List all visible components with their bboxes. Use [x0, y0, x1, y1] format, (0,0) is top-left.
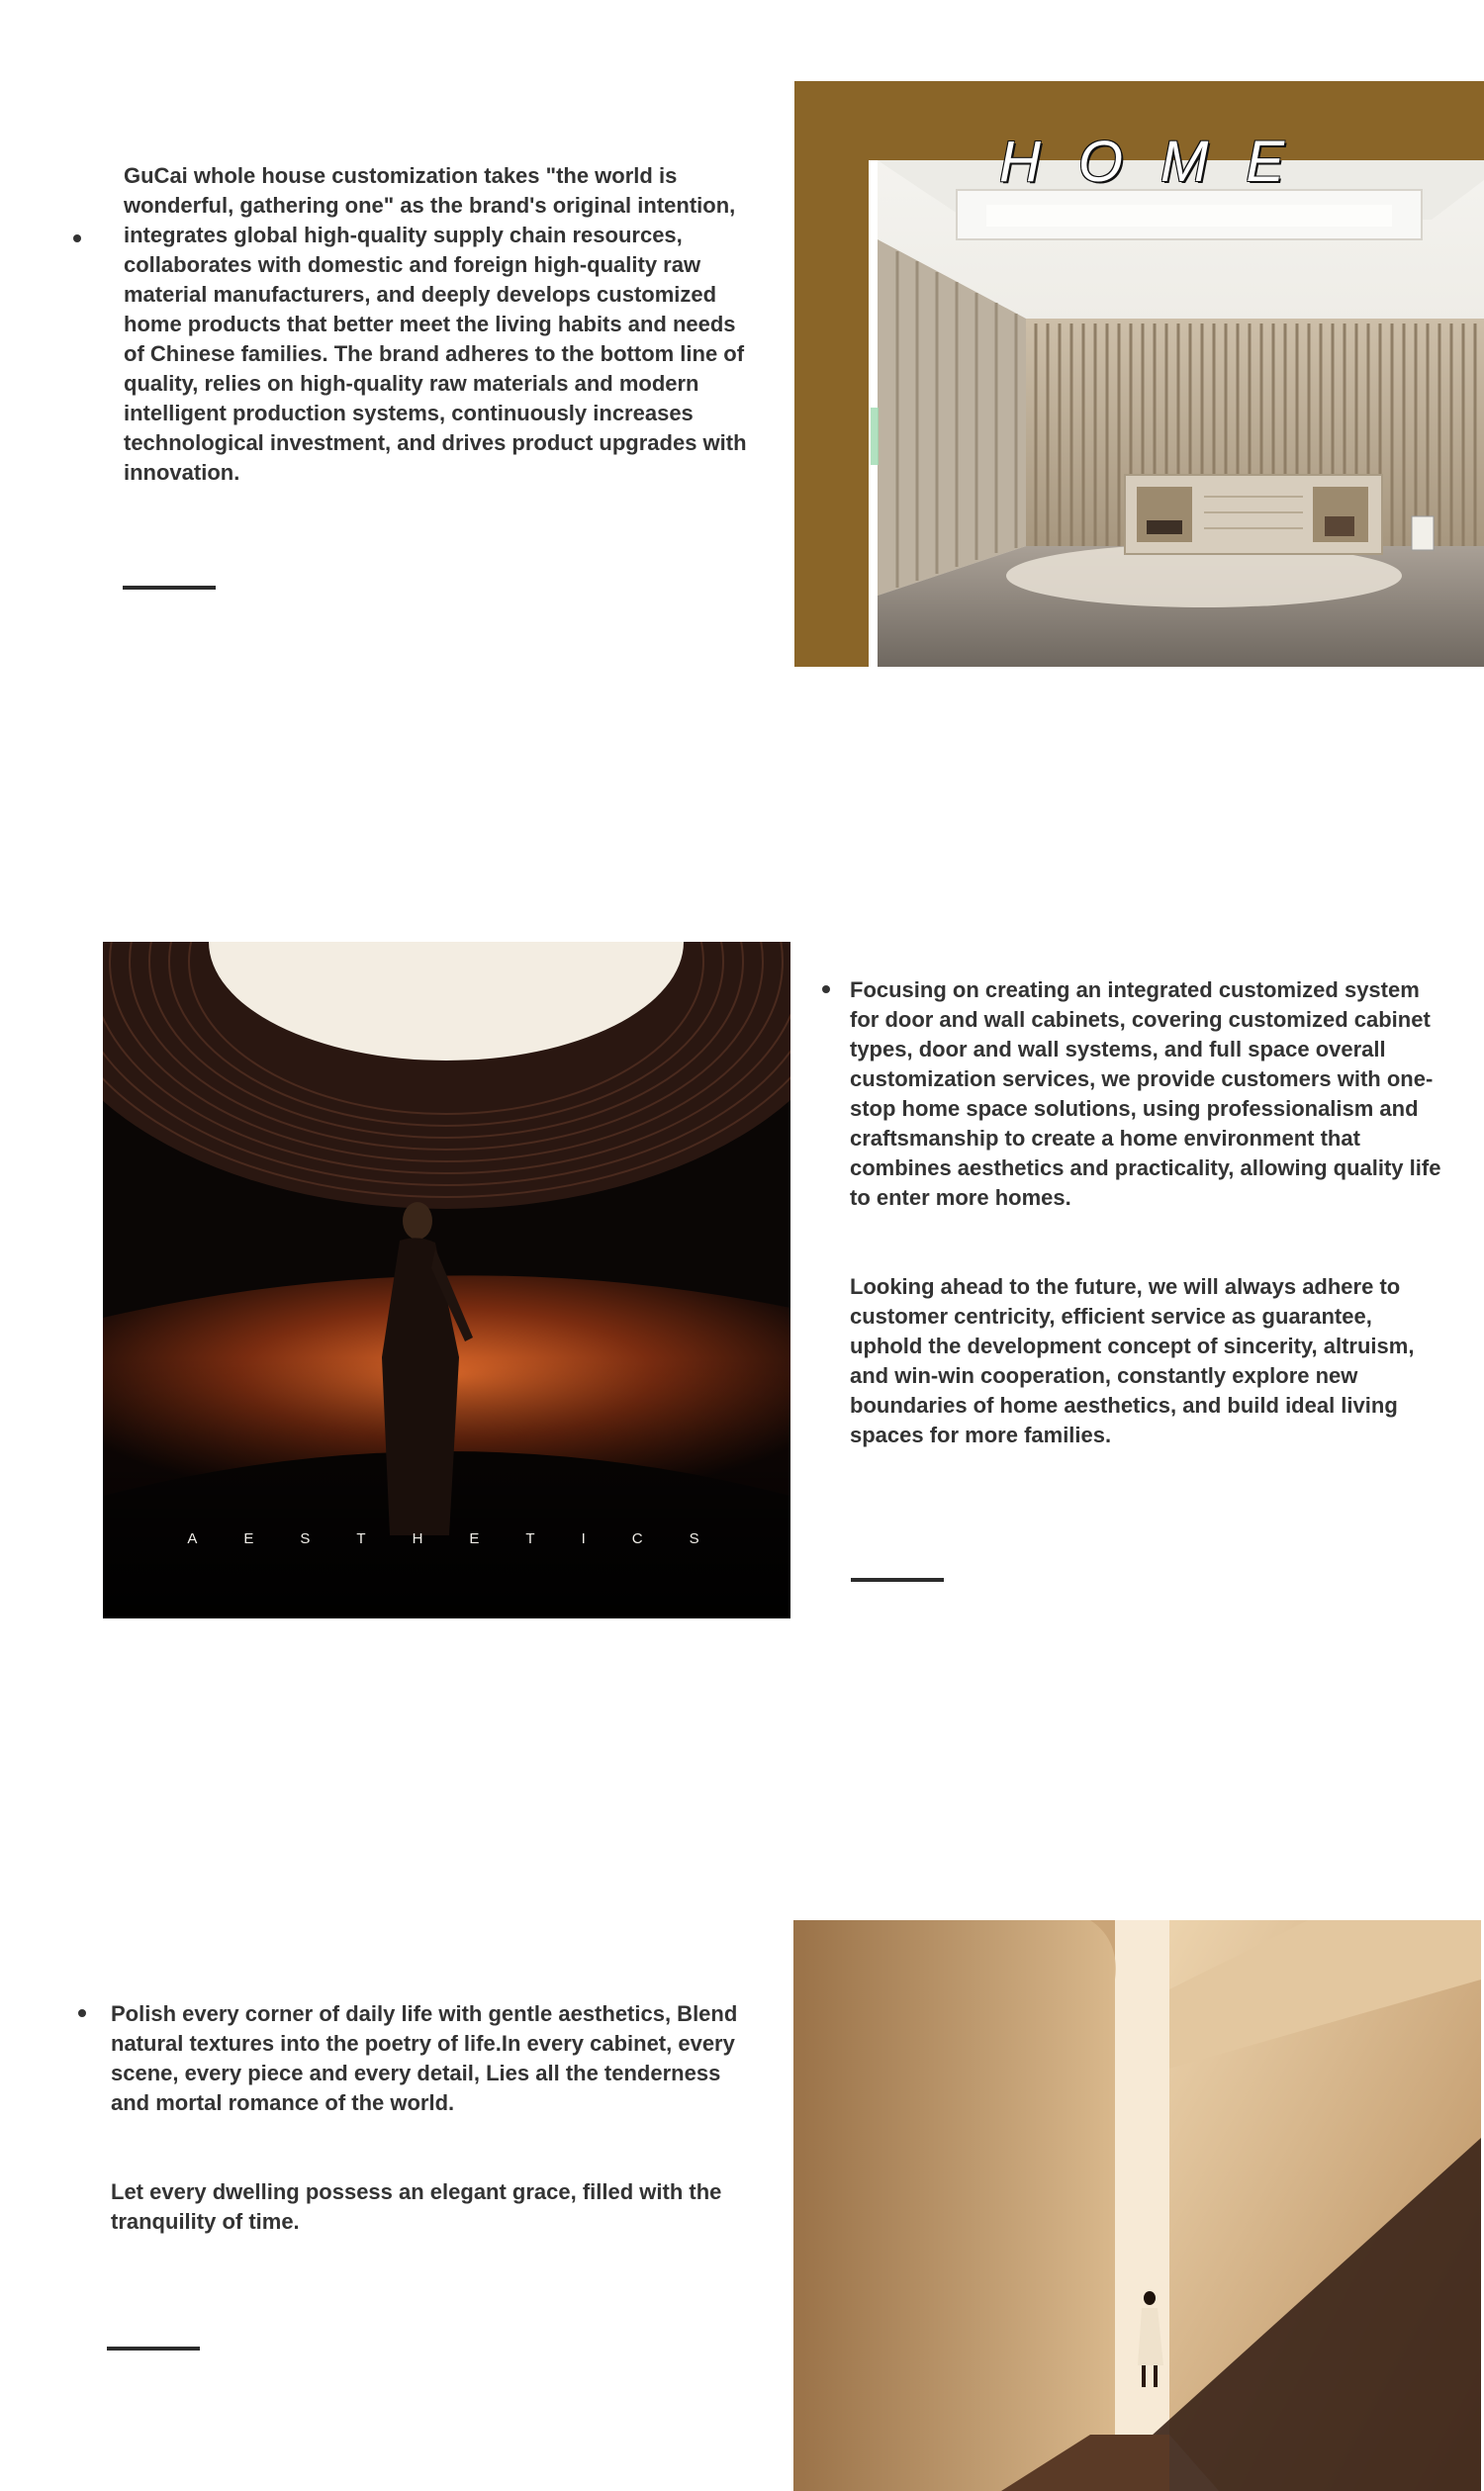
light-corridor-illustration [793, 1920, 1481, 2491]
section-3-paragraph-1: Polish every corner of daily life with gentle aesthetics, Blend natural textures into the poetry of life.In every cabinet, every scene, every piece and every detail, Lies all the tenderness and mortal romance of the world. [111, 2001, 738, 2115]
frame-accent-mark [871, 408, 879, 465]
wardrobe-room-photo [878, 160, 1484, 667]
aesthetics-illustration [103, 942, 790, 1618]
bullet [822, 985, 830, 993]
light-corridor-photo [793, 1920, 1481, 2491]
section-3-paragraph-2: Let every dwelling possess an elegant grace, filled with the tranquility of time. [111, 2179, 722, 2234]
section-2-paragraph-2: Looking ahead to the future, we will always adhere to customer centricity, efficient service as guarantee, uphold the development concept of sincerity, altruism, and win-win cooperation, constantly explore new boundaries of home aesthetics, and build ideal living spaces for more families. [850, 1274, 1415, 1447]
divider-line [107, 2347, 200, 2351]
bullet [78, 2009, 86, 2017]
divider-line [851, 1578, 944, 1582]
divider-line [123, 586, 216, 590]
section-1-paragraph: GuCai whole house customization takes "the world is wonderful, gathering one" as the brand's original intention, integrates global high-quality supply chain resources, collaborates with domestic and foreign high-quality raw material manufacturers, and deeply develops customized home products that better meet the living habits and needs of Chinese families. The brand adheres to the bottom line of quality, relies on high-quality raw materials and modern intelligent production systems, continuously increases technological investment, and drives product upgrades with innovation. [124, 163, 747, 485]
bullet [73, 234, 81, 242]
image-title: HOME [999, 130, 1322, 194]
aesthetics-photo [103, 942, 790, 1618]
wardrobe-room-illustration [878, 160, 1484, 667]
section-2-paragraph-1: Focusing on creating an integrated customized system for door and wall cabinets, covering customized cabinet types, door and wall systems, and full space overall customization services, we provide customers with one-stop home space solutions, using professionalism and craftsmanship to create a home environment that combines aesthetics and practicality, allowing quality life to enter more homes. [850, 977, 1441, 1210]
image-caption: AESTHETICS [187, 1530, 746, 1547]
